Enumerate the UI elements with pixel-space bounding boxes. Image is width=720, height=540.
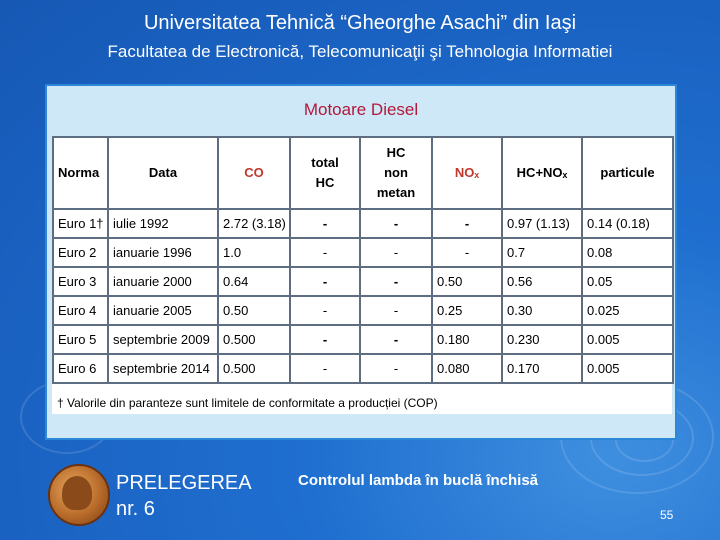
table-cell: ianuarie 1996 [108, 238, 218, 267]
header-cell: HC+NOₓ [502, 137, 582, 209]
header-cell-text: total HC [311, 155, 339, 190]
table-cell: 1.0 [218, 238, 290, 267]
table-row [53, 209, 673, 238]
table-cell: - [432, 238, 502, 267]
table-cell: - [360, 209, 432, 238]
table-cell: - [290, 209, 360, 238]
table-cell: 0.56 [502, 267, 582, 296]
table-cell: 0.25 [432, 296, 502, 325]
content-panel [45, 84, 677, 440]
table-cell: 0.500 [218, 354, 290, 383]
lecture-label-line1: PRELEGEREA [116, 472, 252, 494]
table-cell: - [360, 267, 432, 296]
table-cell: 0.170 [502, 354, 582, 383]
header-cell: particule [582, 137, 673, 209]
table-cell: 0.30 [502, 296, 582, 325]
table-cell: - [360, 296, 432, 325]
table-cell: iulie 1992 [108, 209, 218, 238]
table-footnote: † Valorile din paranteze sunt limitele de conformitate a producției (COP) [57, 396, 438, 410]
header-cell: Norma [53, 137, 108, 209]
table-row [53, 267, 673, 296]
header-cell-text: HC non metan [376, 145, 416, 200]
table-cell: Euro 5 [53, 325, 108, 354]
page-number: 55 [660, 508, 674, 522]
table-cell: - [290, 267, 360, 296]
header-cell [290, 137, 360, 209]
table-cell: 0.05 [582, 267, 673, 296]
university-medal-logo [48, 464, 110, 526]
table-row [53, 238, 673, 267]
table-cell: septembrie 2014 [108, 354, 218, 383]
table-cell: 0.180 [432, 325, 502, 354]
faculty-title: Facultatea de Electronică, Telecomunicaţii şi Tehnologia Informatiei [107, 42, 613, 61]
emission-standards-table [52, 136, 674, 384]
emission-table-box [52, 136, 672, 414]
university-title: Universitatea Tehnică “Gheorghe Asachi” din Iaşi [143, 12, 577, 34]
table-cell: - [360, 354, 432, 383]
table-cell: 0.500 [218, 325, 290, 354]
table-cell: 0.50 [432, 267, 502, 296]
lecture-label [116, 470, 252, 522]
table-cell: septembrie 2009 [108, 325, 218, 354]
table-cell: Euro 2 [53, 238, 108, 267]
table-cell: ianuarie 2005 [108, 296, 218, 325]
portrait-icon [62, 476, 92, 510]
table-cell: 0.50 [218, 296, 290, 325]
panel-title: Motoare Diesel [303, 100, 419, 119]
table-cell: 0.230 [502, 325, 582, 354]
table-cell: Euro 1† [53, 209, 108, 238]
table-cell: 2.72 (3.18) [218, 209, 290, 238]
header-cell: Data [108, 137, 218, 209]
table-cell: 0.14 (0.18) [582, 209, 673, 238]
table-cell: Euro 3 [53, 267, 108, 296]
table-cell: - [290, 296, 360, 325]
table-row [53, 354, 673, 383]
table-cell: - [290, 354, 360, 383]
table-cell: 0.7 [502, 238, 582, 267]
lecture-topic: Controlul lambda în buclă închisă [298, 472, 539, 489]
table-cell: Euro 6 [53, 354, 108, 383]
table-cell: - [360, 325, 432, 354]
table-cell: - [290, 238, 360, 267]
table-header-row [53, 137, 673, 209]
table-cell: 0.005 [582, 325, 673, 354]
table-cell: 0.97 (1.13) [502, 209, 582, 238]
table-cell: 0.08 [582, 238, 673, 267]
table-cell: - [360, 238, 432, 267]
header-cell [360, 137, 432, 209]
table-cell: 0.080 [432, 354, 502, 383]
table-cell: 0.64 [218, 267, 290, 296]
table-cell: - [432, 209, 502, 238]
table-cell: Euro 4 [53, 296, 108, 325]
table-cell: ianuarie 2000 [108, 267, 218, 296]
header-cell: CO [218, 137, 290, 209]
lecture-label-line2: nr. 6 [116, 498, 155, 520]
table-cell: - [290, 325, 360, 354]
table-cell: 0.005 [582, 354, 673, 383]
table-row [53, 296, 673, 325]
table-cell: 0.025 [582, 296, 673, 325]
table-row [53, 325, 673, 354]
header-cell: NOₓ [432, 137, 502, 209]
